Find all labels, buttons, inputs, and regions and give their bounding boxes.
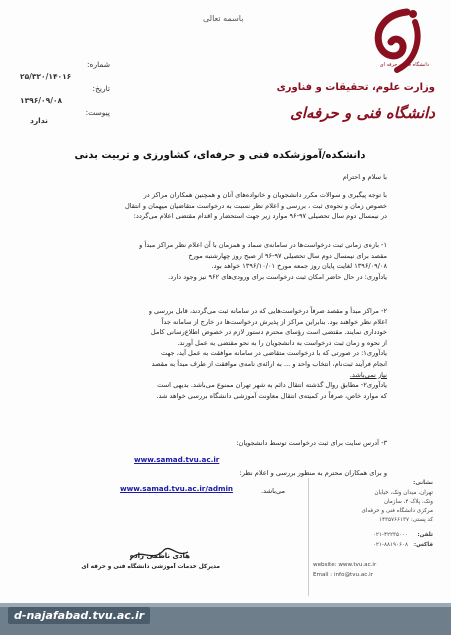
intro-line: خصوص زمان و نحوه‌ی ثبت ، بررسی و اعلام نظر نسبت به درخواست متقاضیان میهمان و انتقال [124, 201, 387, 210]
item-3-line-3: می‌باشد. [261, 487, 285, 495]
university-name: دانشگاه فنی و حرفه‌ای [290, 104, 435, 122]
sidebar-divider [308, 478, 309, 596]
attachment-label: پیوست: [85, 108, 110, 117]
top-invocation: باسمه تعالی [203, 14, 244, 23]
item-2-line: اعلام نظر خواهند بود. بنابراین مراکز از پذیرش درخواست‌ها در خارج از سامانه جداً [161, 317, 387, 326]
item-1-line: مقصد برای نیمسال دوم سال تحصیلی ۹۷-۹۶ از صبح روز چهارشنبه مورخ [188, 251, 387, 260]
signature-block [60, 538, 230, 584]
item-3-line-2: و برای همکاران محترم به منظور بررسی و اعلام نظر: [239, 469, 387, 477]
intro-line: با توجه پیگیری و سوالات مکرر دانشجویان و خانواده‌های آنان و همچنین همکاران مراکز در [143, 191, 387, 199]
number-row [20, 60, 110, 81]
recipient-heading: دانشکده/آموزشکده فنی و حرفه‌ای، کشاورزی و تربیت بدنی [74, 150, 366, 161]
date-row [20, 84, 110, 105]
greeting: با سلام و احترام [342, 173, 387, 181]
date-value: ۱۳۹۶/۰۹/۰۸ [20, 96, 63, 105]
number-value: ۲۵/۳۲۰/۱۴۰۱۶ [20, 72, 72, 81]
address-line: مرکزی دانشگاه فنی و حرفه‌ای [361, 508, 433, 514]
item-2-line: که موارد خاص، صرفاً در کمیته‌ی انتقال معاونت آموزشی دانشگاه بررسی خواهد شد. [156, 391, 387, 400]
email-text: Email : info@tvu.ac.ir [313, 572, 374, 578]
item-2-line: یادآوری۱: در صورتی که با درخواست متقاضی در سامانه موافقت به عمل آید، جهت [161, 349, 387, 358]
item-2-line: ۲- مراکز مبدأ و مقصد صرفاً درخواست‌هایی که در سامانه ثبت می‌گردند، قابل بررسی و [148, 307, 387, 315]
fax-value: ۰۲۱-۸۸۱۹۰۶۰۸ [372, 542, 408, 548]
phone-value: ۰۲۱-۴۲۲۳۵۰۰۰ [372, 532, 408, 538]
address-label: نشانی: [413, 480, 433, 486]
intro-paragraph [125, 190, 387, 222]
ministry-name: وزارت علوم، تحقیقات و فناوری [276, 82, 435, 93]
item-2-line: یادآوری۲- مطابق روال گذشته انتقال دائم به شهر تهران ممنوع می‌باشد. بدیهی است [157, 381, 387, 390]
address-line: ونک، پلاک ۴، سازمان [383, 499, 433, 505]
students-site-link[interactable]: www.samad.tvu.ac.ir [134, 455, 220, 464]
attachment-row [20, 108, 110, 125]
website-text: website: www.tvu.ac.ir [313, 562, 377, 568]
staff-site-link[interactable]: www.samad.tvu.ac.ir/admin [120, 484, 234, 493]
item-1-line: ۱۳۹۶/۰۹/۰۸ لغایت پایان روز جمعه مورخ ۱۳۹۶/۱۰/۰۱ خواهد بود. [211, 262, 387, 271]
item-2-line: انجام فرآیند ثبت‌نام، انتخاب واحد و ... به ارائه‌ی نامه‌ی موافقت از طرف مبدأ به مقصد [151, 359, 387, 368]
item-2-line: خودداری نمایند. مقتضی است رؤسای محترم دستور لازم در خصوص اطلاع‌رسانی کامل [150, 328, 387, 337]
fax-label: فاکس: [413, 542, 433, 548]
attachment-value: ندارد [30, 116, 48, 125]
item-3-line-1: ۳- آدرس سایت برای ثبت درخواست توسط دانشجویان: [236, 439, 387, 447]
number-label: شماره: [87, 60, 110, 69]
item-2 [149, 306, 387, 401]
item-1-line: ۱- بازه‌ی زمانی ثبت درخواست‌ها در سامانه‌ی سماد و همزمان با آن اعلام نظر مراکز مبدأ و [139, 241, 387, 249]
footer-site-url[interactable]: d-najafabad.tvu.ac.ir [8, 607, 150, 624]
signer-title: مدیرکل خدمات آموزشی دانشگاه فنی و حرفه ای [81, 564, 220, 570]
item-1-line: یادآوری: در حال حاضر امکان ثبت درخواست برای ورودی‌های ۹۶۲ نیز وجود دارد. [168, 272, 387, 281]
item-2-line: از نحوه و زمان ثبت درخواست به دانشجویان را به نحو مقتضی به عمل آورند. [177, 338, 387, 347]
item-2-line: نیاز نمی‌باشد. [349, 370, 387, 379]
signer-name: هادی ناظمی زاده [129, 552, 190, 560]
contact-sidebar [313, 480, 433, 595]
address-line: کد پستی: ۱۴۳۵۷۶۶۱۳۷ [379, 517, 433, 523]
date-label: تاریخ: [92, 84, 110, 93]
item-1 [139, 240, 387, 282]
intro-line: در نیمسال دوم سال تحصیلی ۹۷-۹۶ موارد زیر جهت استحضار و اقدام مقتضی اعلام می‌گردد: [133, 212, 387, 221]
address-line: تهران، میدان ونک، خیابان [374, 490, 433, 496]
phone-label: تلفن: [417, 532, 433, 538]
logo-caption: دانشگاه فنی و حرفه ای [379, 62, 429, 68]
university-logo [357, 8, 429, 78]
